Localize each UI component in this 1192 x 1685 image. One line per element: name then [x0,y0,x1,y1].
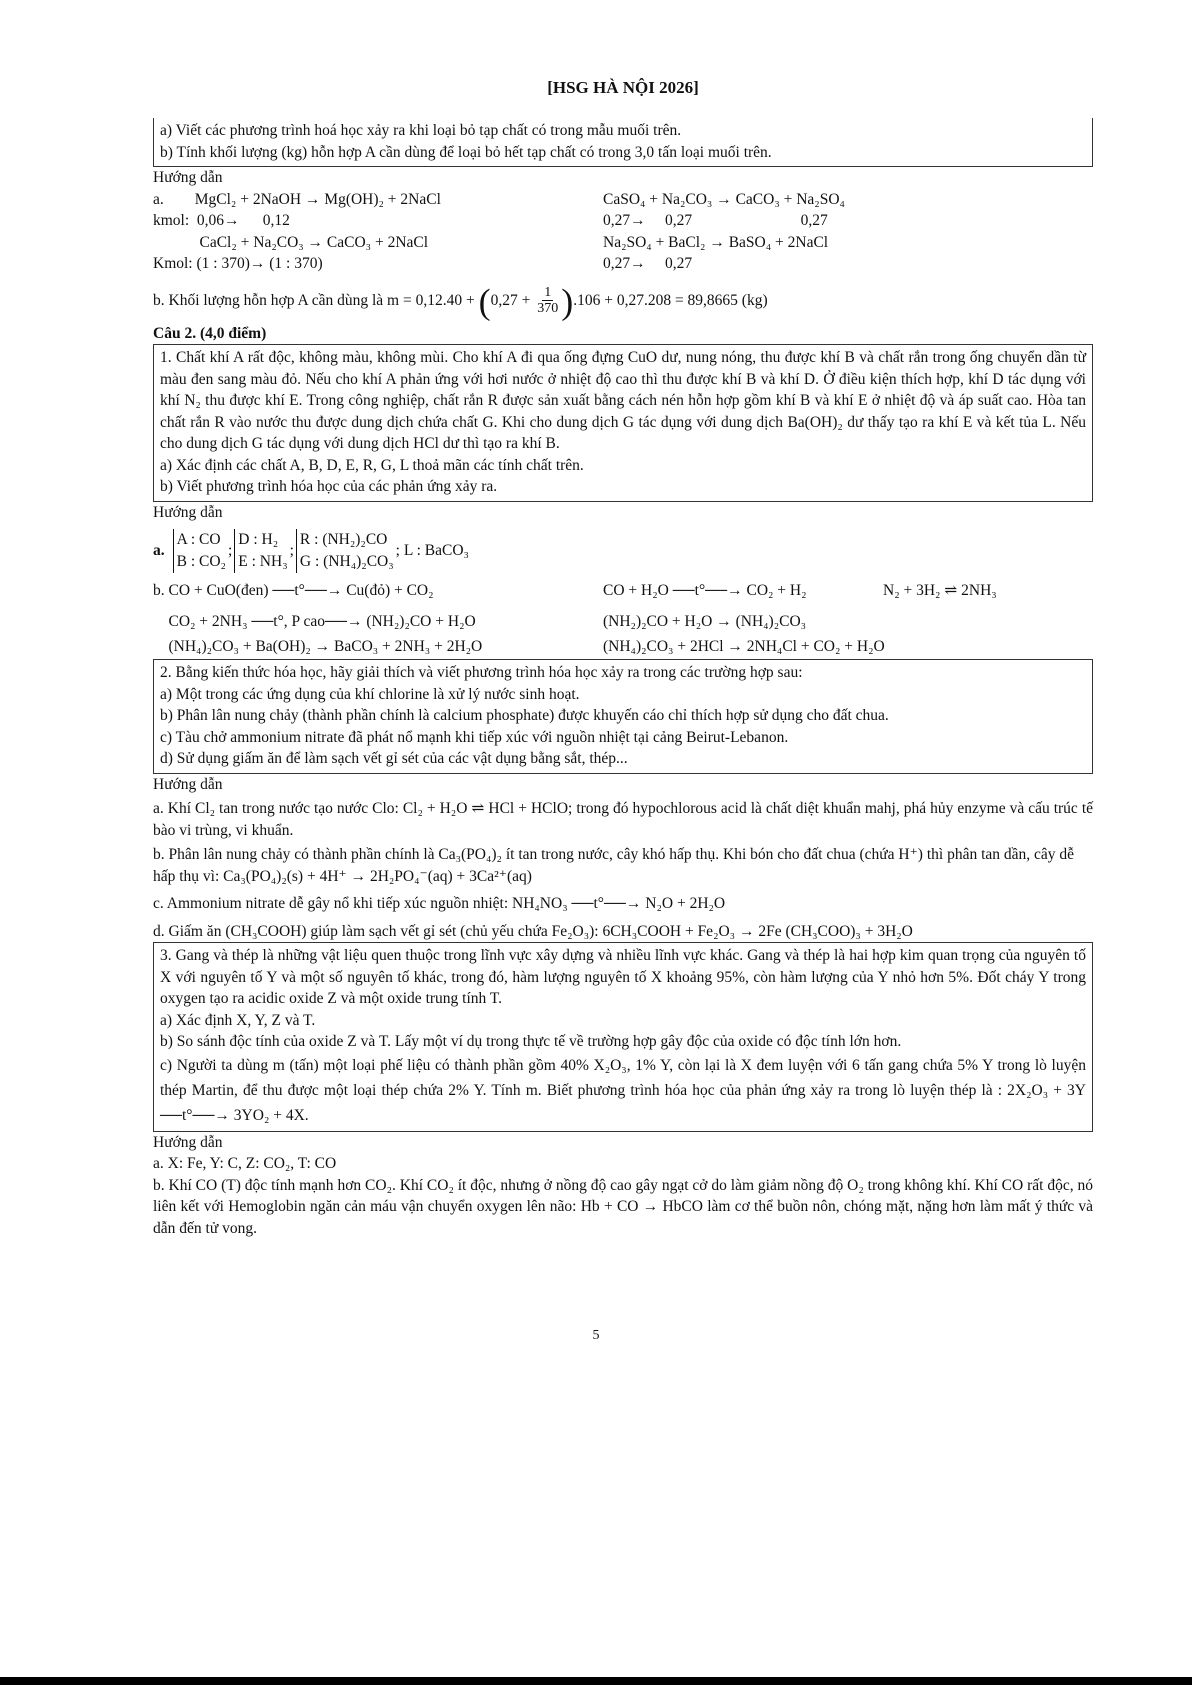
system-tail: ; L : BaCO₃ [395,542,469,559]
equation: (NH₄)₂CO₃ + 2HCl → 2NH₄Cl + CO₂ + H₂O [603,638,885,655]
system-line: A : CO [176,531,221,548]
bottom-bar [0,1677,1192,1685]
eq-row [153,635,1093,659]
problem-item-b: b) So sánh độc tính của oxide Z và T. Lấy một ví dụ trong thực tế về trường hợp gây độc của oxide có độc tính lớn hơn. [160,1033,902,1050]
equation: CaSO₄ + Na₂CO₃ → CaCO₃ + Na₂SO₄ [603,190,845,208]
formula-part: b. Khối lượng hỗn hợp A cần dùng là m = 0,12.40 + [153,291,475,309]
item-label: a. [153,542,165,559]
guide-label: Hướng dẫn [153,503,223,521]
eq-row [153,609,1093,635]
paren-close: ) [561,280,574,321]
problem-item-a: a) Xác định các chất A, B, D, E, R, G, L thoả mãn các tính chất trên. [160,456,584,474]
separator: ; [289,542,294,559]
solution-2-1 [153,502,1093,660]
eq-row [153,579,1093,603]
equation: Na₂SO₄ + BaCl₂ → BaSO₄ + 2NaCl [603,233,829,251]
problem-2-1-box [153,344,1093,502]
problem-item-b: b) Viết phương trình hóa học của các phản ứng xảy ra. [160,478,498,495]
problem-text: 1. Chất khí A rất độc, không màu, không mùi. Cho khí A đi qua ống đựng CuO dư, nung nóng, thu được khí B và chất rắn trong ống chuyển dần từ màu đen sang màu đỏ. Nếu cho khí A phản ứng với hơi nước ở nhiệt độ cao thì thu được khí B và khí D. Ở điều kiện thích hợp, khí D tác dụng với khí N₂ thu được khí E. Trong công nghiệp, chất rắn R được sản xuất bằng cách nén hỗn hợp gồm khí B và khí E ở nhiệt độ và áp suất cao. Hòa tan chất rắn R vào nước thu được dung dịch chứa chất G. Khi cho dung dịch G tác dụng với dung dịch Ba(OH)₂ dư thấy tạo ra khí E và kết tủa L. Nếu cho dung dịch G tác dụng với dung dịch HCl dư thì tạo ra khí B. [160,349,1086,452]
q1-item-a: a) Viết các phương trình hoá học xảy ra khi loại bỏ tạp chất có trong mẫu muối trên. [160,122,682,139]
equation: (NH₄)₂CO₃ + Ba(OH)₂ → BaCO₃ + 2NH₃ + 2H₂O [153,638,483,655]
system-line: E : NH₃ [238,553,288,570]
answer-c: c. Ammonium nitrate dễ gây nổ khi tiếp xúc nguồn nhiệt: NH₄NO₃ ──t°──→ N₂O + 2H₂O [153,895,726,912]
equation: b. CO + CuO(đen) ──t°──→ Cu(đỏ) + CO₂ [153,582,434,599]
paren-open: ( [478,280,491,321]
answer-b: b. Phân lân nung chảy có thành phần chính là Ca₃(PO₄)₂ ít tan trong nước, cây khó hấp thụ. Khi bón cho đất chua (chứa H⁺) thì phân tan dần, cây dễ hấp thụ vì: Ca₃(PO₄)₂(s) + 4H⁺ → 2H₂PO₄⁻(aq) + 3Ca²⁺(aq) [153,846,1075,885]
answer-d: d. Giấm ăn (CH₃COOH) giúp làm sạch vết gỉ sét (chủ yếu chứa Fe₂O₃): 6CH₃COOH + Fe₂O₃ → 2Fe (CH₃COO)₃ + 3H₂O [153,922,913,940]
question-1-box [153,118,1093,167]
eq-row [153,189,1093,211]
system-line: B : CO₂ [176,553,226,570]
formula-part: 0,27 + [490,291,531,309]
equation: (NH₂)₂CO + H₂O → (NH₄)₂CO₃ [603,613,807,630]
problem-2-2-box [153,659,1093,774]
page-header: [HSG HÀ NỘI 2026] [547,78,699,97]
formula-part: .106 + 0,27.208 = 89,8665 (kg) [573,291,768,309]
guide-label: Hướng dẫn [153,169,223,186]
mass-formula [153,281,1093,321]
eq-row [153,253,1093,275]
answer-a: a. Khí Cl₂ tan trong nước tạo nước Clo: Cl₂ + H₂O ⇌ HCl + HClO; trong đó hypochlorous acid là chất diệt khuẩn mahj, phá hủy enzyme và cấu trúc tế bào vi trùng, vi khuẩn. [153,800,1093,839]
equation: CaCl₂ + Na₂CO₃ → CaCO₃ + 2NaCl [153,233,429,251]
system-group [173,529,226,573]
solution-2-2 [153,774,1093,943]
answer-a: a. X: Fe, Y: C, Z: CO₂, T: CO [153,1155,337,1172]
problem-2-3-box [153,942,1093,1132]
page [153,0,1093,1239]
system-group [234,529,287,573]
eq-row [153,210,1093,232]
problem-item-b: b) Phân lân nung chảy (thành phần chính là calcium phosphate) được khuyến cáo chỉ thích hợp sử dụng cho đất chua. [160,707,889,724]
equation: N₂ + 3H₂ ⇌ 2NH₃ [883,582,997,599]
mole-ratio: Kmol: (1 : 370)→ (1 : 370) [153,255,323,272]
system-line: D : H₂ [238,531,279,548]
q1-item-b: b) Tính khối lượng (kg) hỗn hợp A cần dùng để loại bỏ hết tạp chất có trong 3,0 tấn loại muối trên. [160,143,772,161]
question-2-title: Câu 2. (4,0 điểm) [153,324,267,342]
problem-text: 3. Gang và thép là những vật liệu quen thuộc trong lĩnh vực xây dựng và nhiều lĩnh vực khác. Gang và thép là hai hợp kim quan trọng của nguyên tố X với nguyên tố Y và một số nguyên tố khác, trong đó, hàm lượng nguyên tố X khoảng 95%, còn hàm lượng của Y nhỏ hơn 5%. Đốt cháy Y trong oxygen tạo ra acidic oxide Z và một oxide trung tính T. [160,947,1086,1007]
system-group [296,529,394,573]
eq-row [153,232,1093,254]
problem-item-a: a) Một trong các ứng dụng của khí chlorine là xử lý nước sinh hoạt. [160,685,580,703]
problem-item-d: d) Sử dụng giấm ăn để làm sạch vết gỉ sét của các vật dụng bằng sắt, thép... [160,750,628,767]
system-line: R : (NH₂)₂CO [299,531,388,548]
fraction-denominator: 370 [537,300,559,316]
problem-item-c: c) Người ta dùng m (tấn) một loại phế liệu có thành phần gồm 40% X₂O₃, 1% Y, còn lại là X đem luyện với 6 tấn gang chứa 5% Y trong lò luyện thép Martin, để thu được một loại thép chứa 2% Y. Tính m. Biết phương trình hóa học của phản ứng xảy ra trong lò luyện thép là : 2X₂O₃ + 3Y ──t°──→ 3YO₂ + 4X. [160,1056,1086,1124]
mole-ratio: 0,27→ 0,27 0,27 [603,212,828,229]
mole-ratio: 0,27→ 0,27 [603,255,693,272]
problem-item-c: c) Tàu chở ammonium nitrate đã phát nổ mạnh khi tiếp xúc với nguồn nhiệt tại cảng Beirut-Lebanon. [160,728,789,746]
system-line: G : (NH₄)₂CO₃ [299,553,394,570]
guide-label: Hướng dẫn [153,1133,223,1151]
solution-2-3 [153,1132,1093,1240]
page-number: 5 [592,1328,600,1343]
separator: ; [227,542,233,559]
equation: a. MgCl₂ + 2NaOH → Mg(OH)₂ + 2NaCl [153,190,441,208]
answer-b: b. Khí CO (T) độc tính mạnh hơn CO₂. Khí CO₂ ít độc, nhưng ở nồng độ cao gây ngạt cở do làm giảm nồng độ O₂ trong không khí. Khí CO rất độc, nó liên kết với Hemoglobin ngăn cản máu vận chuyển oxygen lên não: Hb + CO → HbCO làm cơ thể buồn nôn, chóng mặt, nặng hơn làm mất ý thức và dẫn đến tử vong. [153,1176,1093,1237]
fraction [537,286,558,316]
solution-1 [153,167,1093,321]
fraction-numerator: 1 [544,284,552,300]
problem-text: 2. Bằng kiến thức hóa học, hãy giải thích và viết phương trình hóa học xảy ra trong các trường hợp sau: [160,664,803,681]
equation: CO₂ + 2NH₃ ──t°, P cao──→ (NH₂)₂CO + H₂O [153,613,476,630]
guide-label: Hướng dẫn [153,775,223,793]
substance-system [153,529,1093,573]
equation: CO + H₂O ──t°──→ CO₂ + H₂ [603,582,807,599]
mole-ratio: kmol: 0,06→ 0,12 [153,212,290,229]
problem-item-a: a) Xác định X, Y, Z và T. [160,1011,316,1029]
